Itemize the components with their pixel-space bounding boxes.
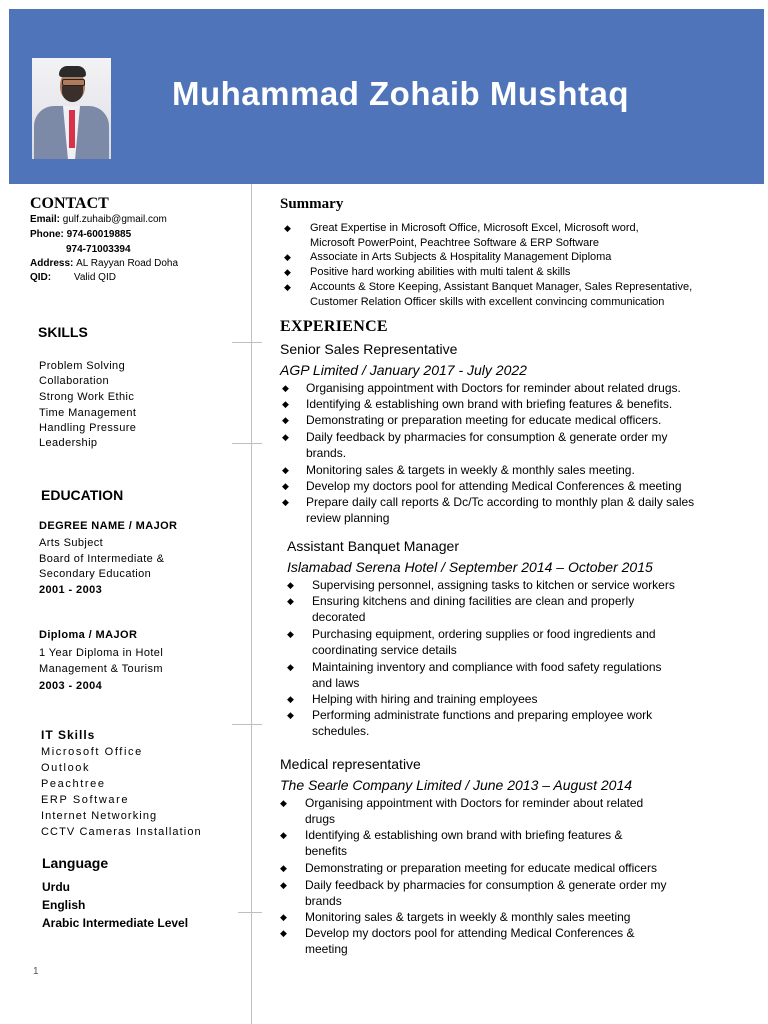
skill-item: Collaboration	[39, 375, 110, 387]
job-bullet: ◆ Demonstrating or preparation meeting for educate medical officers	[280, 861, 657, 875]
job-title: Medical representative	[280, 756, 421, 772]
job-title: Assistant Banquet Manager	[287, 538, 459, 554]
job-bullet: ◆ Helping with hiring and training employees	[287, 692, 538, 706]
summary-heading: Summary	[280, 196, 344, 212]
experience-heading: EXPERIENCE	[280, 318, 388, 335]
job-bullet: ◆ Purchasing equipment, ordering supplies or food ingredients and coordinating service details	[287, 627, 656, 657]
email-value: gulf.zuhaib@gmail.com	[62, 214, 167, 225]
phone-value-2: 974-71003394	[66, 244, 131, 255]
job-bullet: ◆ Monitoring sales & targets in weekly & monthly sales meeting	[280, 910, 631, 924]
job-bullet: ◆ Prepare daily call reports & Dc/Tc according to monthly plan & daily sales review planning	[282, 495, 695, 525]
job-bullet: ◆ Identifying & establishing own brand with briefing features & benefits.	[282, 397, 673, 411]
job-bullet: ◆ Maintaining inventory and compliance with food safety regulations and laws	[287, 660, 662, 690]
degree-label: DEGREE NAME / MAJOR	[39, 520, 178, 532]
address-value: AL Rayyan Road Doha	[76, 258, 179, 269]
phone-value-1: 974-60019885	[66, 229, 132, 240]
it-skill-item: Outlook	[41, 762, 91, 774]
skills-heading: SKILLS	[38, 324, 88, 340]
education-heading: EDUCATION	[41, 487, 124, 503]
degree-line: Arts Subject	[39, 537, 104, 549]
summary-item: ◆ Positive hard working abilities with multi talent & skills	[284, 266, 571, 278]
job-bullet: ◆ Supervising personnel, assigning tasks to kitchen or service workers	[287, 578, 675, 592]
degree-line: Secondary Education	[39, 568, 152, 580]
job-bullet: ◆ Daily feedback by pharmacies for consumption & generate order my brands	[280, 878, 667, 908]
job-bullet: ◆ Monitoring sales & targets in weekly & monthly sales meeting.	[282, 463, 635, 477]
divider-tick	[238, 912, 262, 913]
divider-tick	[232, 443, 262, 444]
job-title: Senior Sales Representative	[280, 341, 458, 357]
profile-photo	[32, 58, 111, 159]
job-bullet: ◆ Organising appointment with Doctors for reminder about related drugs.	[282, 381, 681, 395]
job-bullet: ◆ Develop my doctors pool for attending Medical Conferences & meeting	[280, 926, 635, 956]
skill-item: Strong Work Ethic	[39, 391, 135, 403]
skill-item: Handling Pressure	[39, 422, 137, 434]
phone-label: Phone:	[30, 229, 64, 240]
it-skill-item: Microsoft Office	[41, 746, 143, 758]
diploma-label: Diploma / MAJOR	[39, 629, 138, 641]
qid-label: QID:	[30, 272, 52, 283]
degree-line: Board of Intermediate &	[39, 553, 165, 565]
email-line	[30, 214, 167, 225]
job-bullet: ◆ Organising appointment with Doctors for reminder about related drugs	[280, 796, 644, 826]
divider-tick	[232, 342, 262, 343]
job-bullet: ◆ Identifying & establishing own brand with briefing features & benefits	[280, 828, 623, 858]
column-divider	[251, 184, 252, 1024]
candidate-name: Muhammad Zohaib Mushtaq	[172, 75, 629, 112]
it-skill-item: CCTV Cameras Installation	[41, 826, 202, 838]
address-label: Address:	[30, 258, 74, 269]
job-bullet: ◆ Performing administrate functions and preparing employee work schedules.	[287, 708, 653, 738]
job-company-dates: AGP Limited / January 2017 - July 2022	[280, 362, 527, 378]
summary-item: ◆ Great Expertise in Microsoft Office, Microsoft Excel, Microsoft word, Microsoft PowerPoint, Peachtree Software & ERP Software	[284, 222, 639, 249]
it-skill-item: Peachtree	[41, 778, 106, 790]
language-item: Urdu	[42, 880, 70, 894]
skill-item: Problem Solving	[39, 360, 126, 372]
it-skill-item: Internet Networking	[41, 810, 158, 822]
address-line	[30, 258, 178, 269]
phone-line	[30, 229, 131, 240]
summary-item: ◆ Accounts & Store Keeping, Assistant Banquet Manager, Sales Representative, Customer Relation Officer skills with excellent convincing communication	[284, 281, 693, 308]
skill-item: Time Management	[39, 407, 137, 419]
skill-item: Leadership	[39, 437, 98, 449]
email-label: Email:	[30, 214, 61, 225]
divider-tick	[232, 724, 262, 725]
it-skills-heading: IT Skills	[41, 728, 96, 742]
job-company-dates: The Searle Company Limited / June 2013 – August 2014	[280, 777, 633, 793]
job-bullet: ◆ Develop my doctors pool for attending Medical Conferences & meeting	[282, 479, 682, 493]
degree-years: 2001 - 2003	[39, 584, 103, 596]
contact-heading: CONTACT	[30, 195, 109, 212]
job-bullet: ◆ Demonstrating or preparation meeting for educate medical officers.	[282, 413, 662, 427]
job-bullet: ◆ Daily feedback by pharmacies for consumption & generate order my brands.	[282, 430, 668, 460]
diploma-line: 1 Year Diploma in Hotel	[39, 647, 164, 659]
page-number: 1	[33, 966, 39, 977]
summary-item: ◆ Associate in Arts Subjects & Hospitality Management Diploma	[284, 251, 612, 263]
qid-value: Valid QID	[73, 272, 116, 283]
language-item: Arabic Intermediate Level	[42, 916, 189, 930]
qid-line	[30, 272, 116, 283]
it-skill-item: ERP Software	[41, 794, 130, 806]
diploma-line: Management & Tourism	[39, 663, 163, 675]
job-bullet: ◆ Ensuring kitchens and dining facilities are clean and properly decorated	[287, 594, 635, 624]
job-company-dates: Islamabad Serena Hotel / September 2014 – October 2015	[287, 559, 653, 575]
language-heading: Language	[42, 855, 109, 871]
language-item: English	[42, 898, 86, 912]
diploma-years: 2003 - 2004	[39, 680, 103, 692]
